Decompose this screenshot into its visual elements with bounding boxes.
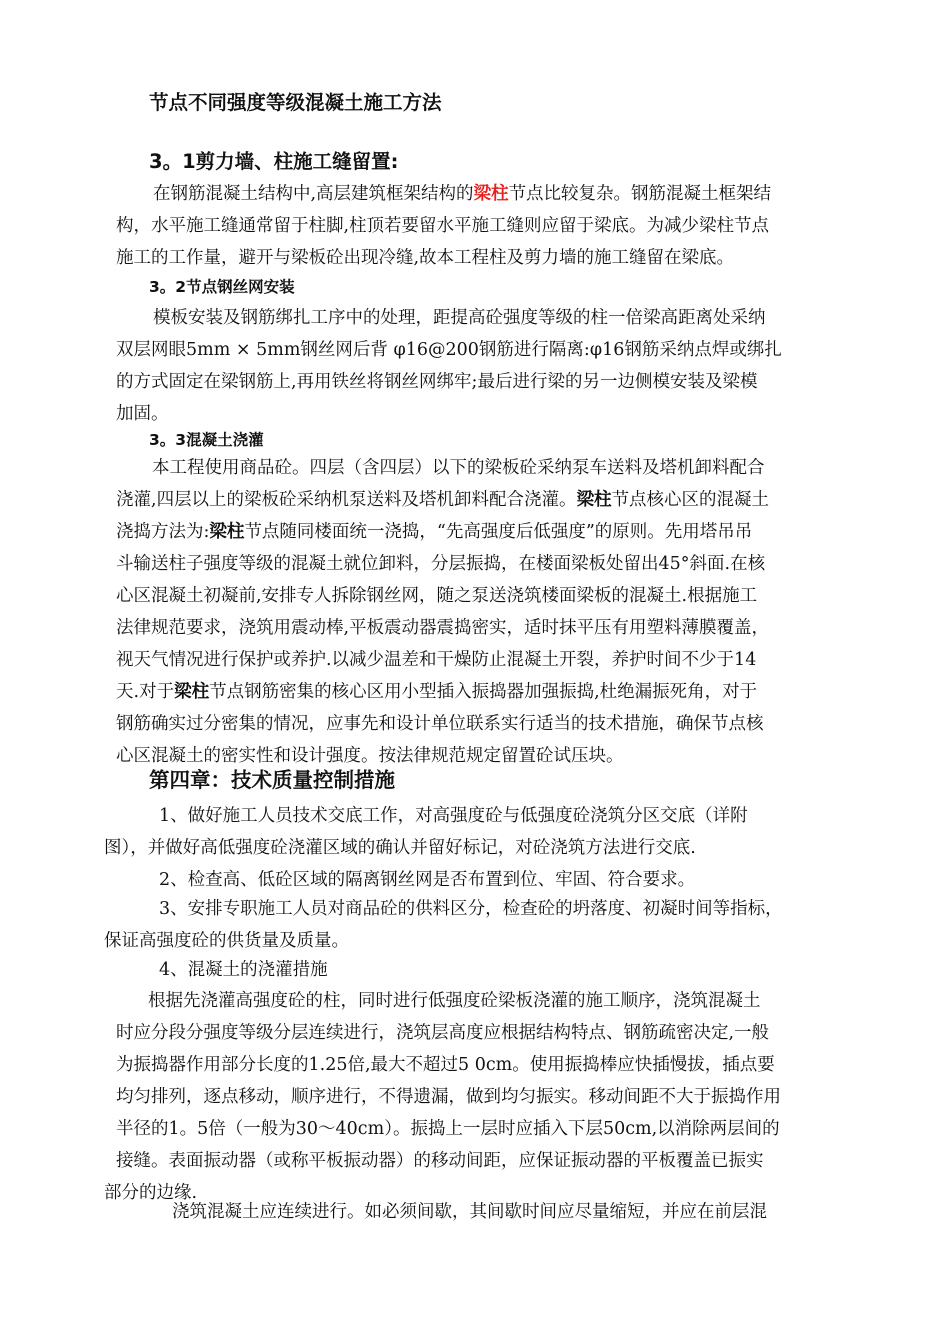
text-line: 为振捣器作用部分长度的1.25倍,最大不超过5 0cm。使用振捣棒应快插慢拔，插点要	[116, 1055, 775, 1075]
ch4-paragraph-2: 浇筑混凝土应连续进行。如必须间歇，其间歇时间应尽量缩短，并应在前层混	[172, 1202, 767, 1222]
text-line: 3、安排专职施工人员对商品砼的供料区分，检查砼的坍落度、初凝时间等指标，	[159, 899, 783, 919]
chapter-4-heading: 第四章：技术质量控制措施	[149, 768, 395, 792]
text-line: 的方式固定在梁钢筋上,再用铁丝将钢丝网绑牢;最后进行梁的另一边侧模安装及梁模	[116, 372, 758, 392]
text-line: 法律规范要求，浇筑用震动棒,平板震动器震捣密实，适时抹平压有用塑料薄膜覆盖，	[116, 618, 770, 638]
section-3-1-heading: 3。1剪力墙、柱施工缝留置:	[149, 150, 399, 173]
text-line: 浇灌,四层以上的梁板砼采纳机泵送料及塔机卸料配合浇灌。梁柱节点核心区的混凝土	[116, 490, 770, 510]
text-line: 施工的工作量，避开与梁板砼出现冷缝,故本工程柱及剪力墙的施工缝留在梁底。	[116, 248, 735, 268]
text-line: 半径的1。5倍（一般为30～40cm）。振捣上一层时应插入下层50cm,以消除两层间的	[116, 1119, 780, 1139]
text-line: 时应分段分强度等级分层连续进行，浇筑层高度应根据结构特点、钢筋疏密决定,一般	[116, 1023, 770, 1043]
keyword-liangzhu: 梁柱	[473, 184, 509, 204]
text-line: 钢筋确实过分密集的情况，应事先和设计单位联系实行适当的技术措施，确保节点核	[116, 714, 764, 734]
text-line: 本工程使用商品砼。四层（含四层）以下的梁板砼采纳泵车送料及塔机卸料配合	[152, 458, 765, 478]
text-line: 斗输送柱子强度等级的混凝土就位卸料，分层振捣，在楼面梁板处留出45°斜面.在核	[116, 554, 766, 574]
ch4-paragraph-1	[104, 985, 781, 1209]
section-3-3-body	[116, 452, 769, 772]
text-line: 浇捣方法为:梁柱节点随同楼面统一浇捣，“先高强度后低强度”的原则。先用塔吊吊	[116, 522, 753, 542]
keyword-liangzhu: 梁柱	[174, 682, 210, 702]
text-line: 1、做好施工人员技术交底工作，对高强度砼与低强度砼浇筑分区交底（详附	[159, 806, 748, 826]
text-line: 根据先浇灌高强度砼的柱，同时进行低强度砼梁板浇灌的施工顺序，浇筑混凝土	[148, 991, 761, 1011]
text-line: 双层网眼5mm × 5mm钢丝网后背 φ16@200钢筋进行隔离:φ16钢筋采纳点焊或绑扎	[116, 340, 782, 360]
ch4-item-4: 4、混凝土的浇灌措施	[159, 960, 328, 980]
text-line: 在钢筋混凝土结构中,高层建筑框架结构的梁柱节点比较复杂。钢筋混凝土框架结	[153, 184, 772, 204]
text-line: 图），并做好高低强度砼浇灌区域的确认并留好标记，对砼浇筑方法进行交底.	[104, 838, 696, 858]
section-3-2-body	[116, 302, 782, 430]
keyword-liangzhu: 梁柱	[209, 522, 245, 542]
text-line: 天.对于梁柱节点钢筋密集的核心区用小型插入振捣器加强振捣,杜绝漏振死角，对于	[116, 682, 758, 702]
text-line: 心区混凝土初凝前,安排专人拆除钢丝网，随之泵送浇筑楼面梁板的混凝土.根据施工	[116, 586, 758, 606]
ch4-item-3	[104, 893, 783, 957]
text-line: 接缝。表面振动器（或称平板振动器）的移动间距，应保证振动器的平板覆盖已振实	[116, 1151, 764, 1171]
text-line: 心区混凝土的密实性和设计强度。按法律规范规定留置砼试压块。	[116, 746, 624, 766]
text-line: 加固。	[116, 404, 169, 424]
ch4-item-2: 2、检查高、低砼区域的隔离钢丝网是否布置到位、牢固、符合要求。	[159, 870, 696, 890]
ch4-item-1	[104, 800, 748, 864]
keyword-liangzhu: 梁柱	[576, 490, 612, 510]
text-line: 保证高强度砼的供货量及质量。	[104, 931, 349, 951]
section-3-3-heading: 3。3混凝土浇灌	[149, 431, 264, 449]
section-3-2-heading: 3。2节点钢丝网安装	[149, 278, 295, 296]
text-line: 视天气情况进行保护或养护.以减少温差和干燥防止混凝土开裂，养护时间不少于14	[116, 650, 757, 670]
text-line: 构，水平施工缝通常留于柱脚,柱顶若要留水平施工缝则应留于梁底。为减少梁柱节点	[116, 216, 770, 236]
text-line: 模板安装及钢筋绑扎工序中的处理，距提高砼强度等级的柱一倍梁高距离处采纳	[153, 308, 766, 328]
section-3-1-body	[116, 178, 771, 274]
text-line: 部分的边缘.	[104, 1183, 198, 1203]
text-line: 均匀排列，逐点移动，顺序进行，不得遗漏，做到均匀振实。移动间距不大于振捣作用	[116, 1087, 781, 1107]
doc-title: 节点不同强度等级混凝土施工方法	[149, 91, 442, 114]
